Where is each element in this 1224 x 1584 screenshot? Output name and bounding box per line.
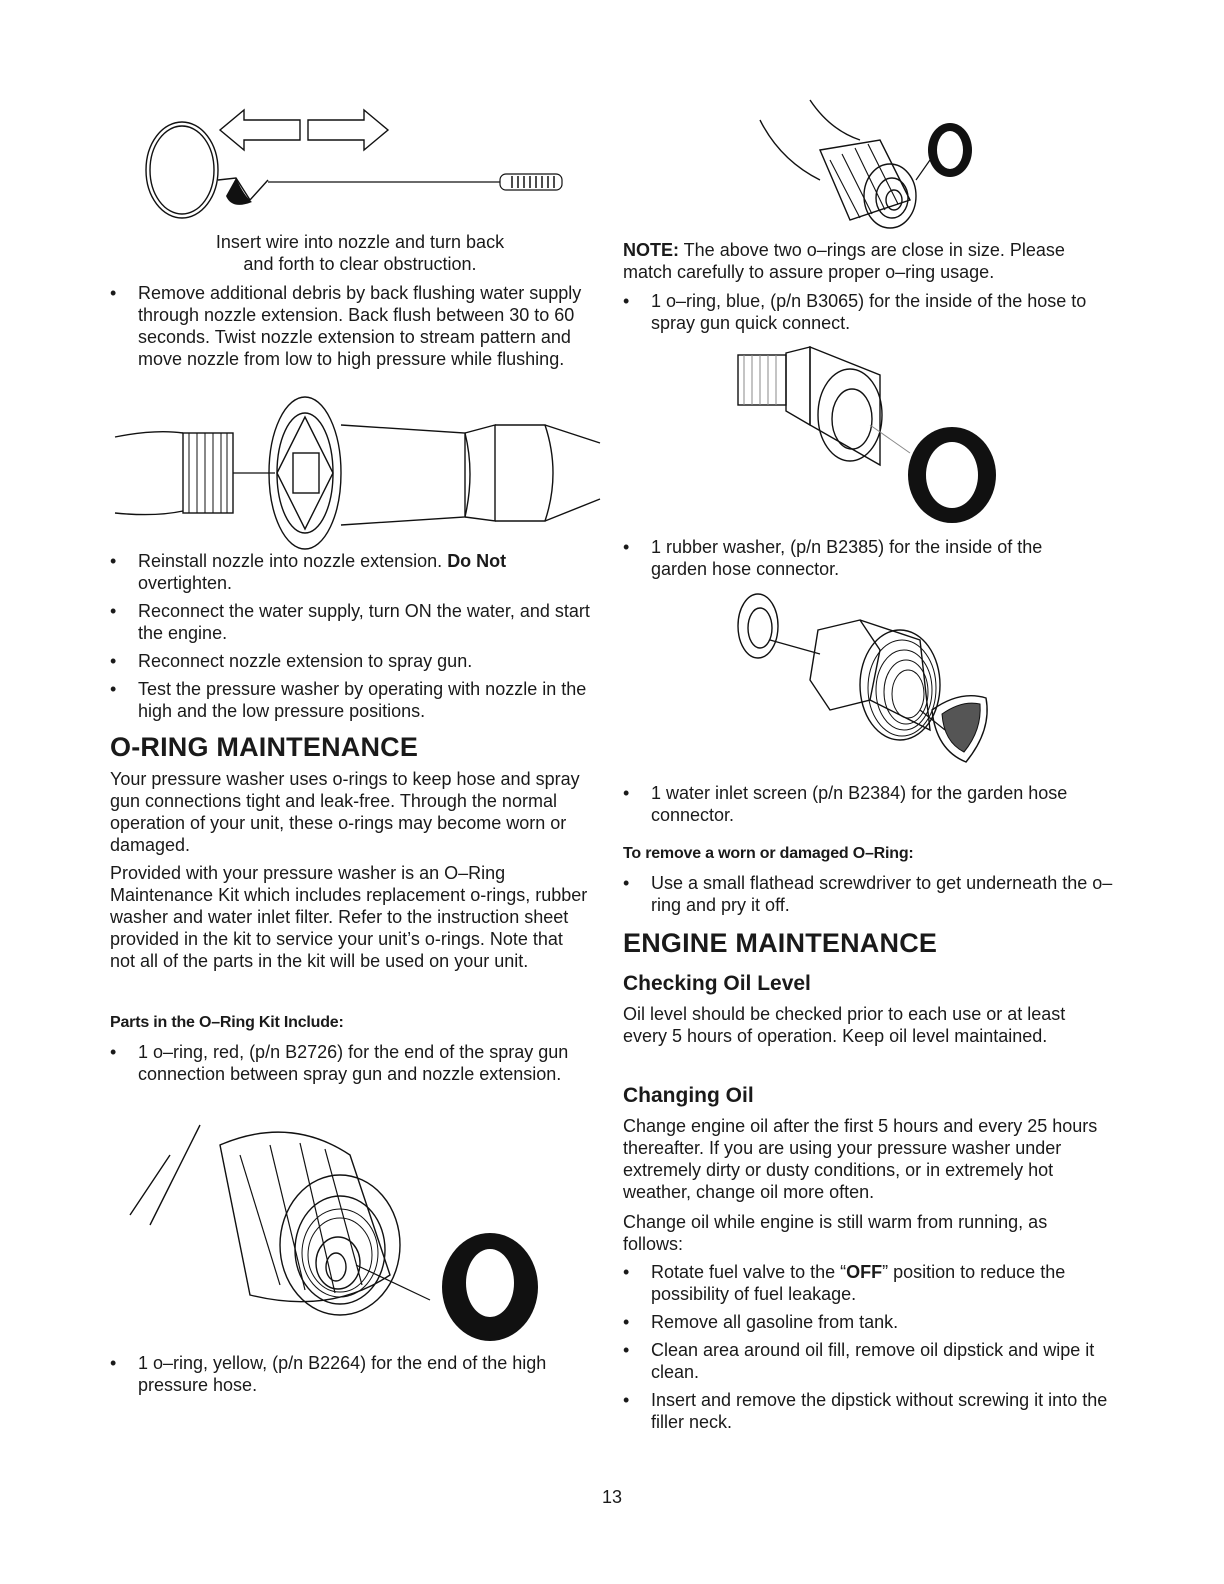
bullet-marker: • [623, 537, 630, 557]
oring-kit-paragraph: Provided with your pressure washer is an O–Ring Maintenance Kit which includes replacement o-rings, rubber washer and water inlet filter. Refer to the instruction sheet provided in the kit to service your unit’s o-rings. Note that not all of the parts in the kit will be used on your unit. [110, 863, 588, 971]
hose-end-illustration [130, 1115, 550, 1340]
list-item [623, 290, 1103, 334]
blue-oring-bullet-list [623, 290, 1103, 340]
garden-hose-connector-illustration [730, 590, 1010, 780]
list-item-text: Insert and remove the dipstick without screwing it into the filler neck. [651, 1390, 1108, 1432]
list-item-text: Remove all gasoline from tank. [651, 1312, 899, 1332]
oil-change-bullet-list [623, 1261, 1108, 1439]
list-item-text: Remove additional debris by back flushing water supply through nozzle extension. Back flush between 30 to 60 seconds. Twist nozzle extension to stream pattern and move nozzle from low to high pressure while flushing. [138, 283, 582, 369]
list-item [110, 678, 600, 722]
figure-caption: Insert wire into nozzle and turn back and forth to clear obstruction. [215, 232, 505, 274]
note-paragraph [623, 239, 1113, 283]
remove-oring-heading: To remove a worn or damaged O–Ring: [623, 845, 914, 862]
oring-maintenance-heading: O-RING MAINTENANCE [110, 732, 419, 762]
list-item-text: Reconnect the water supply, turn ON the water, and start the engine. [138, 601, 590, 643]
bullet-marker: • [623, 783, 630, 803]
list-item-bold-text: OFF [846, 1262, 883, 1282]
bullet-marker: • [110, 601, 117, 621]
list-item [623, 1339, 1108, 1383]
note-label: NOTE: [623, 240, 679, 260]
nozzle-wire-illustration [140, 100, 570, 225]
list-item-text: Reinstall nozzle into nozzle extension. [138, 551, 448, 571]
changing-oil-steps-intro: Change oil while engine is still warm from running, as follows: [623, 1212, 1048, 1254]
list-item-text: Test the pressure washer by operating with nozzle in the high and the low pressure positions. [138, 679, 587, 721]
screen-bullet-list [623, 782, 1103, 832]
bullet-marker: • [623, 873, 630, 893]
parts-yellow-bullet-list [110, 1352, 590, 1402]
flush-bullet-list [110, 282, 600, 376]
list-item-text: Rotate fuel valve to the “ [651, 1262, 847, 1282]
parts-red-bullet-list [110, 1041, 590, 1091]
bullet-marker: • [110, 283, 117, 303]
bullet-marker: • [623, 1390, 630, 1410]
quick-connect-illustration [730, 335, 1000, 535]
bullet-marker: • [623, 291, 630, 311]
nozzle-extension-illustration [115, 395, 600, 555]
bullet-marker: • [110, 1042, 117, 1062]
checking-oil-paragraph: Oil level should be checked prior to each use or at least every 5 hours of operation. Keep oil level maintained. [623, 1004, 1066, 1046]
note-text: The above two o–rings are close in size. Please match carefully to assure proper o–ring usage. [623, 240, 1065, 282]
washer-bullet-list [623, 536, 1103, 586]
page-number: 13 [601, 1487, 623, 1507]
checking-oil-heading: Checking Oil Level [623, 972, 811, 995]
bullet-marker: • [110, 651, 117, 671]
list-item-text-tail: ” position to reduce the possibility of fuel leakage. [651, 1262, 1066, 1304]
list-item [623, 536, 1103, 580]
list-item [623, 872, 1113, 916]
list-item-text: 1 o–ring, red, (p/n B2726) for the end of the spray gun connection between spray gun and nozzle extension. [138, 1042, 569, 1084]
list-item [110, 650, 600, 672]
list-item [623, 1311, 1108, 1333]
bullet-marker: • [623, 1340, 630, 1360]
list-item [110, 282, 600, 370]
list-item-text: Clean area around oil fill, remove oil dipstick and wipe it clean. [651, 1340, 1095, 1382]
list-item [110, 550, 600, 594]
engine-maintenance-heading: ENGINE MAINTENANCE [623, 928, 938, 958]
list-item-text: 1 rubber washer, (p/n B2385) for the inside of the garden hose connector. [651, 537, 1043, 579]
list-item [623, 782, 1103, 826]
bullet-marker: • [110, 551, 117, 571]
list-item [623, 1389, 1108, 1433]
list-item-text: 1 o–ring, blue, (p/n B3065) for the inside of the hose to spray gun quick connect. [651, 291, 1087, 333]
list-item-text-tail: overtighten. [138, 573, 233, 593]
list-item [110, 1352, 590, 1396]
bullet-marker: • [110, 679, 117, 699]
list-item-text: Use a small flathead screwdriver to get underneath the o–ring and pry it off. [651, 873, 1113, 915]
list-item-bold-text: Do Not [447, 551, 507, 571]
remove-oring-bullet-list [623, 872, 1113, 922]
list-item [623, 1261, 1108, 1305]
reinstall-bullet-list [110, 550, 600, 728]
bullet-marker: • [623, 1312, 630, 1332]
oring-intro-paragraph: Your pressure washer uses o-rings to keep hose and spray gun connections tight and leak-free. Through the normal operation of your unit, these o-rings may become worn or damaged. [110, 769, 580, 855]
bullet-marker: • [623, 1262, 630, 1282]
list-item-text: Reconnect nozzle extension to spray gun. [138, 651, 473, 671]
list-item-text: 1 o–ring, yellow, (p/n B2264) for the end of the high pressure hose. [138, 1353, 547, 1395]
bullet-marker: • [110, 1353, 117, 1373]
quick-connect-oring-illustration [760, 100, 980, 230]
list-item-text: 1 water inlet screen (p/n B2384) for the garden hose connector. [651, 783, 1068, 825]
list-item [110, 600, 600, 644]
changing-oil-paragraph: Change engine oil after the first 5 hours and every 25 hours thereafter. If you are using your pressure washer under extremely dirty or dusty conditions, or in extremely hot weather, change oil more often. [623, 1116, 1098, 1202]
list-item [110, 1041, 590, 1085]
changing-oil-heading: Changing Oil [623, 1084, 754, 1107]
parts-kit-heading: Parts in the O–Ring Kit Include: [110, 1014, 344, 1031]
